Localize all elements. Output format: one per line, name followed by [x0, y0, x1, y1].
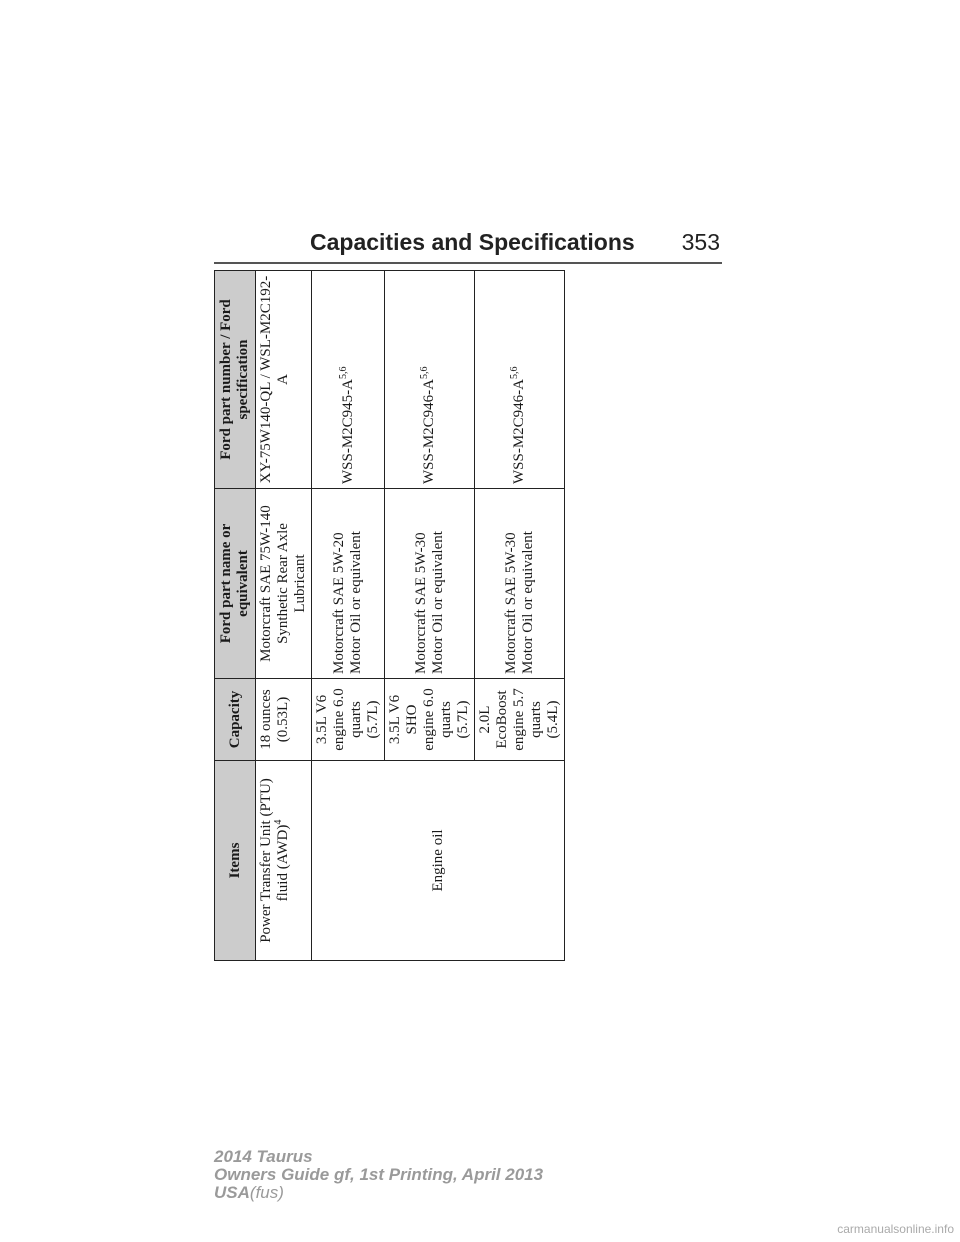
footer-region — [214, 1184, 543, 1202]
capacity-cell: 3.5L V6 SHO engine 6.0 quarts (5.7L) — [385, 679, 475, 761]
header-capacity: Capacity — [215, 679, 256, 761]
footnote-ref: 5,6 — [337, 366, 349, 379]
footer-model: 2014 Taurus — [214, 1147, 313, 1166]
footnote-ref: 5,6 — [509, 366, 520, 379]
part-number-cell — [385, 271, 475, 489]
page-header — [214, 228, 722, 264]
footer-country: USA — [214, 1183, 250, 1202]
header-part-name: Ford part name or equivalent — [215, 489, 256, 679]
header-part-number: Ford part number / Ford specification — [215, 271, 256, 489]
capacity-ptu: 18 ounces (0.53L) — [256, 679, 312, 761]
footnote-ref: 4 — [273, 819, 284, 825]
item-cell — [256, 761, 312, 961]
footer-printing: Owners Guide gf, 1st Printing, April 2013 — [214, 1165, 544, 1184]
capacity-cell: 2.0L EcoBoost engine 5.7 quarts (5.4L) — [475, 679, 565, 761]
part-name-cell: Motorcraft SAE 5W-20 Motor Oil or equivalent — [312, 489, 385, 679]
part-name-ptu: Motorcraft SAE 75W-140 Synthetic Rear Axle Lubricant — [256, 489, 312, 679]
document-footer — [214, 1148, 543, 1202]
part-number-ptu: XY-75W140-QL / WSL-M2C192-A — [256, 271, 312, 489]
part-number-cell — [312, 271, 385, 489]
part-number: WSS-M2C946-A — [421, 378, 437, 484]
capacity-cell: 3.5L V6 engine 6.0 quarts (5.7L) — [312, 679, 385, 761]
spec-table-container — [214, 271, 561, 961]
footnote-ref: 5,6 — [419, 366, 430, 379]
table-row — [312, 271, 385, 961]
part-number: WSS-M2C945-A — [339, 378, 356, 484]
page-number: 353 — [681, 229, 720, 255]
table-row — [256, 271, 312, 961]
item-engine-oil: Engine oil — [312, 761, 565, 961]
section-title: Capacities and Specifications — [310, 229, 635, 255]
part-name-cell: Motorcraft SAE 5W-30 Motor Oil or equivalent — [385, 489, 475, 679]
capacities-table — [214, 270, 565, 961]
part-number: WSS-M2C946-A — [511, 378, 527, 484]
table-header-row — [215, 271, 256, 961]
part-name-cell: Motorcraft SAE 5W-30 Motor Oil or equivalent — [475, 489, 565, 679]
part-number-cell — [475, 271, 565, 489]
header-items: Items — [215, 761, 256, 961]
footer-code: (fus) — [249, 1183, 284, 1202]
item-ptu: Power Transfer Unit (PTU) fluid (AWD) — [258, 778, 291, 943]
watermark: carmanualsonline.info — [837, 1222, 954, 1236]
